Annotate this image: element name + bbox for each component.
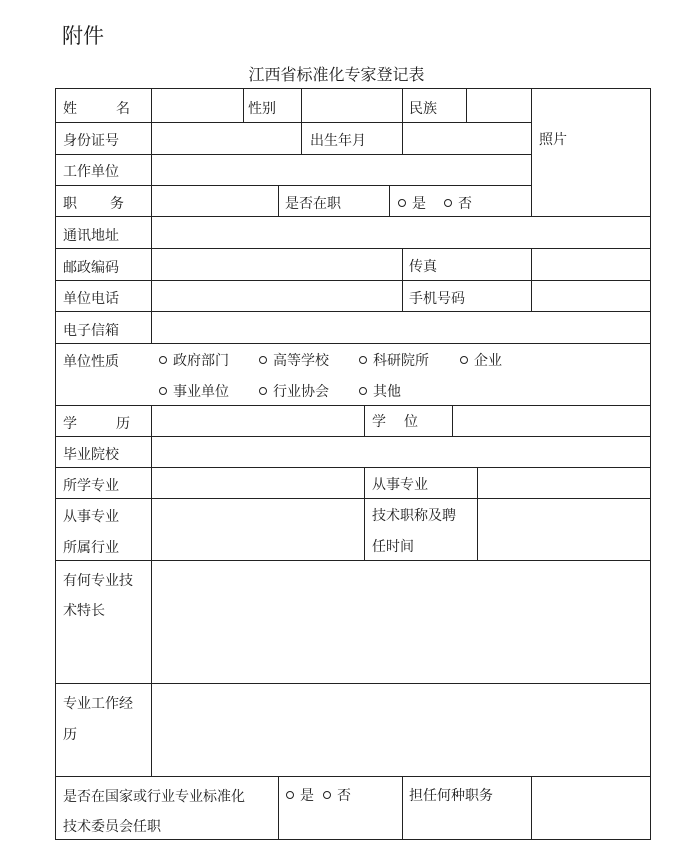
col-line [301, 88, 302, 122]
option-other[interactable]: 其他 [359, 383, 401, 401]
col-line [364, 467, 365, 560]
col-line [477, 467, 478, 560]
label-industry-line2: 所属行业 [63, 540, 119, 556]
col-line [452, 405, 453, 436]
label-major: 所学专业 [63, 478, 119, 494]
label-education-2: 历 [116, 416, 130, 432]
option-public-institution[interactable]: 事业单位 [159, 383, 229, 401]
col-line [402, 248, 403, 311]
label-committee-line1: 是否在国家或行业专业标准化 [63, 789, 245, 805]
form-title: 江西省标准化专家登记表 [248, 65, 425, 84]
radio-committee-yes[interactable]: 是 [286, 787, 314, 805]
col-line [531, 248, 532, 311]
label-expertise-line2: 术特长 [63, 603, 105, 619]
option-university[interactable]: 高等学校 [259, 352, 329, 370]
row-line [55, 498, 651, 499]
attachment-label: 附件 [62, 24, 104, 48]
radio-employed-no[interactable]: 否 [444, 195, 472, 213]
label-employer: 工作单位 [63, 164, 119, 180]
radio-circle-icon [323, 791, 331, 799]
radio-circle-icon [444, 199, 452, 207]
col-line [402, 776, 403, 839]
label-position-1: 职 [63, 196, 77, 212]
row-line [55, 122, 531, 123]
row-line [55, 154, 531, 155]
label-title-time-line2: 任时间 [372, 539, 414, 555]
label-ethnicity: 民族 [409, 101, 437, 117]
label-degree-2: 位 [404, 414, 418, 430]
label-industry-line1: 从事专业 [63, 509, 119, 525]
row-line [55, 311, 651, 312]
radio-circle-icon [286, 791, 294, 799]
row-line [55, 280, 651, 281]
label-school: 毕业院校 [63, 447, 119, 463]
radio-circle-icon [159, 387, 167, 395]
label-committee-line2: 技术委员会任职 [63, 819, 161, 835]
radio-circle-icon [460, 356, 468, 364]
col-line [389, 185, 390, 216]
option-government[interactable]: 政府部门 [159, 352, 229, 370]
col-line [151, 405, 152, 776]
row-line [55, 216, 651, 217]
row-line [55, 467, 651, 468]
label-mobile: 手机号码 [409, 291, 465, 307]
label-experience-line2: 历 [63, 727, 77, 743]
border-right [650, 88, 651, 840]
label-title-time-line1: 技术职称及聘 [372, 508, 456, 524]
col-line [531, 88, 532, 216]
label-experience-line1: 专业工作经 [63, 696, 133, 712]
col-line [278, 185, 279, 216]
radio-employed-yes[interactable]: 是 [398, 195, 426, 213]
row-line [55, 405, 651, 406]
option-enterprise[interactable]: 企业 [460, 352, 502, 370]
col-line [531, 776, 532, 839]
col-line [301, 122, 302, 154]
col-line [402, 88, 403, 122]
label-engaged-major: 从事专业 [372, 477, 428, 493]
border-left [55, 88, 56, 840]
label-position-2: 务 [110, 196, 124, 212]
row-line [55, 185, 531, 186]
label-photo: 照片 [539, 132, 567, 148]
label-expertise-line1: 有何专业技 [63, 573, 133, 589]
label-name-2: 名 [116, 101, 130, 117]
label-fax: 传真 [409, 259, 437, 275]
label-address: 通讯地址 [63, 228, 119, 244]
label-email: 电子信箱 [63, 323, 119, 339]
radio-circle-icon [259, 387, 267, 395]
radio-circle-icon [359, 387, 367, 395]
row-line [55, 248, 651, 249]
col-line [402, 122, 403, 154]
row-line [55, 839, 651, 840]
row-line [55, 88, 651, 89]
col-line [278, 776, 279, 839]
label-id-number: 身份证号 [63, 133, 119, 149]
label-name-1: 姓 [63, 101, 77, 117]
row-line [55, 560, 651, 561]
radio-committee-no[interactable]: 否 [323, 787, 351, 805]
label-employed: 是否在职 [285, 196, 341, 212]
col-line [466, 88, 467, 122]
label-work-phone: 单位电话 [63, 291, 119, 307]
row-line [55, 343, 651, 344]
row-line [55, 436, 651, 437]
radio-circle-icon [398, 199, 406, 207]
radio-circle-icon [159, 356, 167, 364]
col-line [364, 405, 365, 436]
label-unit-type: 单位性质 [63, 354, 119, 370]
row-line [55, 776, 651, 777]
radio-circle-icon [359, 356, 367, 364]
option-research-institute[interactable]: 科研院所 [359, 352, 429, 370]
label-birth: 出生年月 [310, 133, 366, 149]
col-line [151, 88, 152, 343]
label-postcode: 邮政编码 [63, 260, 119, 276]
radio-circle-icon [259, 356, 267, 364]
label-committee-role: 担任何种职务 [409, 788, 493, 804]
label-degree-1: 学 [372, 414, 386, 430]
col-line [243, 88, 244, 122]
option-industry-association[interactable]: 行业协会 [259, 383, 329, 401]
label-education-1: 学 [63, 416, 77, 432]
label-gender: 性别 [248, 101, 276, 117]
row-line [55, 683, 651, 684]
